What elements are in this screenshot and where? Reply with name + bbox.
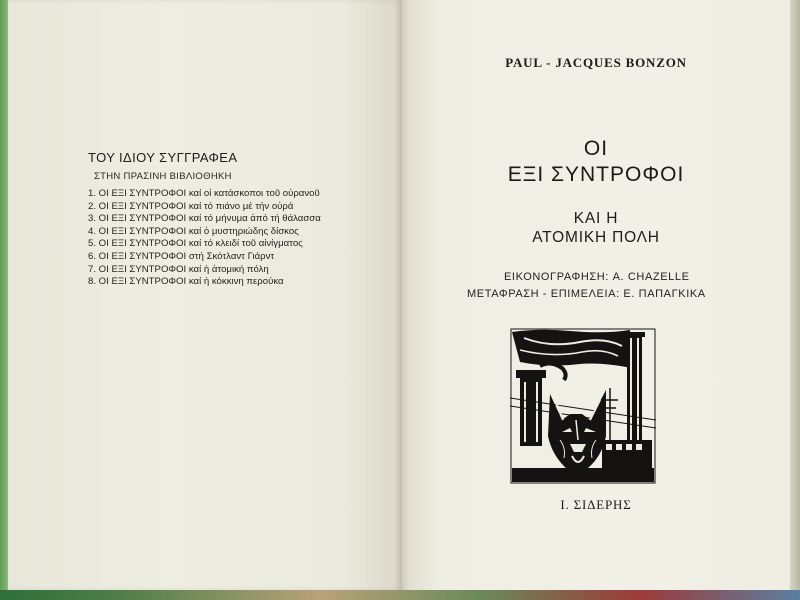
other-works-heading: ΤΟΥ ΙΔΙΟΥ ΣΥΓΓΡΑΦΕΑ: [88, 150, 238, 165]
list-item: 1. ΟΙ ΕΞΙ ΣΥΝΤΡΟΦΟΙ καί οἱ κατάσκοποι τοῦ οὐρανοῦ: [88, 188, 320, 199]
cover-edge: [0, 590, 800, 600]
dog-illustration: [510, 328, 656, 484]
title-line: ΟΙ: [583, 137, 609, 160]
title-line: ΕΞΙ ΣΥΝΤΡΟΦΟΙ: [507, 163, 685, 186]
author-name: PAUL - JACQUES BONZON: [505, 55, 687, 70]
list-item: 5. ΟΙ ΕΞΙ ΣΥΝΤΡΟΦΟΙ καί τό κλειδί τοῦ αἰνίγματος: [88, 238, 303, 250]
credits: [450, 269, 770, 303]
left-page: [8, 0, 402, 590]
series-name: ΣΤΗΝ ΠΡΑΣΙΝΗ ΒΙΒΛΙΟΘΗΚΗ: [94, 171, 232, 182]
list-item: 3. ΟΙ ΕΞΙ ΣΥΝΤΡΟΦΟΙ καί τό μήνυμα ἀπό τή θάλασσα: [88, 213, 321, 225]
book-subtitle: [402, 209, 790, 247]
list-item: 7. ΟΙ ΕΞΙ ΣΥΝΤΡΟΦΟΙ καί ἡ ἀτομική πόλη: [88, 263, 269, 275]
list-item: 6. ΟΙ ΕΞΙ ΣΥΝΤΡΟΦΟΙ στή Σκότλαντ Γιάρντ: [88, 250, 275, 262]
subtitle-line: ΚΑΙ Η: [573, 210, 619, 227]
translator-credit: ΜΕΤΑΦΡΑΣΗ - ΕΠΙΜΕΛΕΙΑ: Ε. ΠΑΠΑΓΚΙΚΑ: [467, 288, 706, 300]
publisher-name: Ι. ΣΙΔΕΡΗΣ: [560, 497, 632, 512]
illustrator-credit: ΕΙΚΟΝΟΓΡΑΦΗΣΗ: A. CHAZELLE: [504, 271, 690, 283]
subtitle-line: ΑΤΟΜΙΚΗ ΠΟΛΗ: [532, 229, 660, 246]
works-list: [88, 188, 388, 289]
other-works-by-author: [88, 150, 388, 289]
page-edge: [790, 0, 800, 590]
list-item: 4. ΟΙ ΕΞΙ ΣΥΝΤΡΟΦΟΙ καί ὁ μυστηριώδης δίσκος: [88, 225, 299, 237]
book-title: [402, 136, 790, 188]
list-item: 8. ΟΙ ΕΞΙ ΣΥΝΤΡΟΦΟΙ καί ἡ κόκκινη περούκα: [88, 276, 284, 288]
list-item: 2. ΟΙ ΕΞΙ ΣΥΝΤΡΟΦΟΙ καί τό πιάνο μέ τήν οὐρά: [88, 200, 294, 212]
